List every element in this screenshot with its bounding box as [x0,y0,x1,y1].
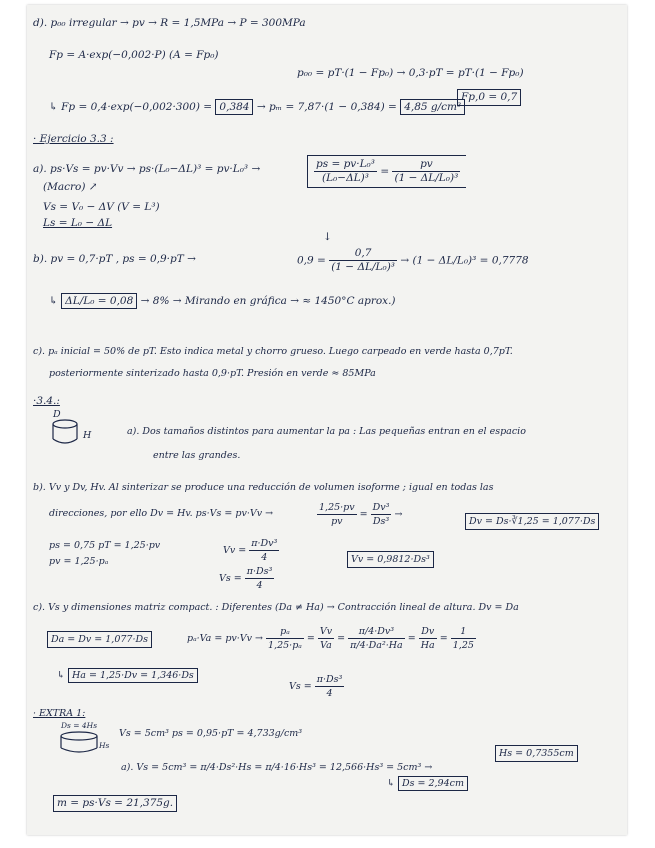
ex34-c-result-box-1: Da = Dv = 1,077·Ds [47,631,152,648]
ex34-c-line-1: c). Vs y dimensiones matriz compact. : Diferentes (Da ≠ Ha) → Contracción lineal de altura. Dv = Da [33,602,519,613]
ex34-c-equals-1: = [306,633,315,644]
ex34-b-line-2: direcciones, por ello Dv = Hv. ps·Vs = pv·Vv → [49,508,274,519]
ex33-b-conclusion: → 8% → Mirando en gráfica → ≈ 1450°C aprox.) [140,295,396,307]
ex34-b-fraction-1 [317,501,357,528]
ex34-b-vv-den: 4 [261,552,268,563]
ex34-c-fraction-3 [348,625,405,652]
ex33-a-line-1: a). ps·Vs = pv·Vv → ps·(L₀−ΔL)³ = pv·L₀³ → [33,163,261,175]
ex34-b-line-1: b). Vv y Dv, Hv. Al sinterizar se produce una reducción de volumen isoforme ; igual en todas las [33,482,494,493]
ex34-c-vs-den: 4 [326,688,333,699]
ex34-c-fraction-1 [266,625,304,652]
cylinder-h-label: H [83,430,92,441]
ex34-a-line-1: a). Dos tamaños distintos para aumentar la pa : Las pequeñas entran en el espacio [127,426,526,437]
extra-hs-result-box: Hs = 0,7355cm [495,745,578,762]
ex34-b-frac2-den: Ds³ [372,516,390,527]
ex34-c-frac2-den: Va [320,640,332,651]
ex33-b-frac-den: (1 − ΔL/L₀)³ [331,261,396,273]
fp-expression: ↳ Fp = 0,4·exp(−0,002·300) = [49,101,213,113]
extra-line-3 [387,777,468,790]
section-d-line-2: Fp = A·exp(−0,002·P) (A = Fp₀) [49,49,219,61]
ex34-c-fraction-5 [451,625,476,652]
ex33-b-arrow: ↳ [49,295,58,307]
extra-1-title: · EXTRA 1: [33,708,86,719]
extra-arrow: ↳ [387,778,395,789]
cylinder-icon [51,419,81,445]
ex34-b-frac1-num: 1,25·pv [319,502,355,513]
handwritten-page [27,5,627,835]
fp0-result-box: Fp,0 = 0,7 [457,89,521,106]
ex33-a-fraction-2 [392,158,460,185]
ex34-b-equals: = [359,509,368,520]
ex34-b-frac1-den: pv [331,516,343,527]
ex34-c-frac1-den: 1,25·pₐ [268,640,302,651]
ex34-b-vs-den: 4 [256,580,263,591]
ex34-b-vs-label: Vs = [219,573,242,584]
extra-ds-result-box: Ds = 2,94cm [398,776,468,791]
ex34-c-frac4-num: Dv [419,625,437,639]
ex34-b-vv-fraction [249,537,279,564]
ex34-b-line-4: pv = 1,25·pₐ [49,556,109,567]
ex33-a-frac1-den: (L₀−ΔL)³ [322,172,369,184]
pm-result-box: 4,85 g/cm³ [400,99,465,115]
ex34-b-arrow: → [394,509,403,520]
ex34-c-frac4-den: Ha [420,640,435,651]
fp-result-box: 0,384 [215,99,253,115]
ex34-c-fraction-4 [419,625,437,652]
ex33-b-rhs: → (1 − ΔL/L₀)³ = 0,7778 [400,254,529,267]
ex34-c-frac5-num: 1 [451,625,476,639]
ex34-b-result-box-1: Dv = Ds·∛1,25 = 1,077·Ds [465,513,599,530]
ex34-b-equation [317,501,402,528]
disk-cylinder-icon [59,731,99,755]
ex34-c-line-3 [57,669,198,682]
ex34-c-equals-3: = [407,633,416,644]
ex33-b-line-1: b). pv = 0,7·pT , ps = 0,9·pT → [33,253,196,265]
ex34-b-vv-label: Vv = [223,545,247,556]
ex33-b-down-arrow: ↓ [323,231,332,243]
ex33-a-frac2-den: (1 − ΔL/L₀)³ [394,172,459,184]
ex33-c-line-1: c). pₐ inicial = 50% de pT. Esto indica metal y chorro grueso. Luego carpeado en verde hasta 0,7pT. [33,346,513,357]
cylinder-d-label: D [53,409,61,420]
ex34-c-frac5-den: 1,25 [452,640,474,651]
ex34-c-equation-lhs: pₐ·Va = pv·Vv → [187,633,263,644]
ex34-c-result-box-2: Ha = 1,25·Dv = 1,346·Ds [68,668,198,683]
ex34-c-vs [289,673,344,700]
ex34-b-vs-fraction [245,565,275,592]
ex34-c-frac2-num: Vv [319,626,333,637]
ex34-c-equation [187,625,476,652]
ex33-a-vs: Vs = V₀ − ΔV (V = L³) [43,201,160,213]
ex33-a-macro: (Macro) ↗ [43,181,98,193]
ex34-c-frac1-num: pₐ [266,625,304,639]
extra-mass-result-box: m = ps·Vs = 21,375g. [53,795,177,812]
ex34-b-frac2-num: Dv³ [372,502,390,513]
extra-ds-label: Ds = 4Hs [61,721,98,730]
ex33-a-ls: Ls = L₀ − ΔL [43,217,113,229]
ex33-a-frac1-num: ps = pv·L₀³ [316,158,375,170]
section-d-line-4 [49,101,465,114]
ex34-c-frac3-den: π/4·Da²·Ha [350,640,403,651]
ex34-b-result-box-2: Vv = 0,9812·Ds³ [347,551,434,568]
ex33-b-result-box: ΔL/L₀ = 0,08 [61,293,137,309]
section-d-line-3: p₀₀ = pT·(1 − Fp₀) → 0,3·pT = pT·(1 − Fp₀) [297,67,524,79]
exercise-3-3-title: · Ejercicio 3.3 : [33,133,114,145]
ex33-a-equals: = [380,165,390,178]
ex34-c-frac3-num: π/4·Dv³ [348,625,405,639]
ex34-b-vs-num: π·Ds³ [246,566,273,577]
ex34-b-vs [219,565,274,592]
ex34-c-vs-fraction [315,673,345,700]
extra-line-1: Vs = 5cm³ ps = 0,95·pT = 4,733g/cm³ [119,728,303,739]
ex34-a-line-2: entre las grandes. [153,450,241,461]
extra-line-2: a). Vs = 5cm³ = π/4·Ds²·Hs = π/4·16·Hs³ = 12,566·Hs³ = 5cm³ → [121,762,433,773]
ex34-c-arrow: ↳ [57,670,65,681]
extra-hs-label: Hs [99,741,110,750]
ex33-a-frac2-num: pv [392,158,460,172]
ex34-c-equals-4: = [439,633,448,644]
ex33-c-line-2: posteriormente sinterizado hasta 0,9·pT. Presión en verde ≈ 85MPa [49,368,376,379]
ex33-a-result [307,155,466,188]
ex34-b-line-3: ps = 0,75 pT = 1,25·pv [49,540,161,551]
ex33-a-fraction-1 [314,158,377,185]
ex33-b-equation [297,247,529,274]
ex34-b-vv [223,537,279,564]
ex33-b-fraction [329,247,397,274]
ex34-c-vs-num: π·Ds³ [316,674,343,685]
ex34-b-fraction-2 [371,501,392,528]
exercise-3-4-title: ·3.4.: [33,395,60,407]
ex34-c-vs-label: Vs = [289,681,312,692]
ex33-b-lhs: 0,9 = [297,254,326,267]
ex34-b-vv-num: π·Dv³ [251,538,278,549]
ex33-b-frac-num: 0,7 [329,247,397,261]
ex33-b-line-2 [49,295,396,308]
section-d-line-1: d). p₀₀ irregular → pv → R = 1,5MPa → P = 300MPa [33,17,306,29]
pm-expression: → pₘ = 7,87·(1 − 0,384) = [256,101,397,113]
ex34-c-fraction-2 [318,625,334,652]
ex34-c-equals-2: = [337,633,346,644]
